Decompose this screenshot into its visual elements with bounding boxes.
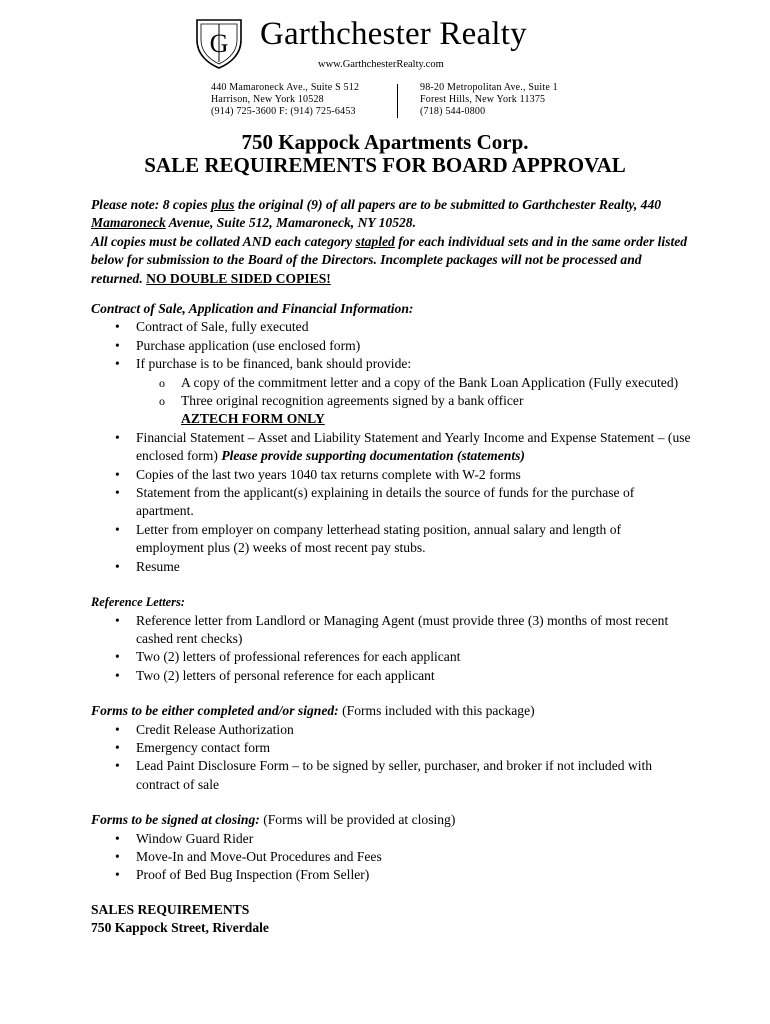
list-item: • Reference letter from Landlord or Managing Agent (must provide three (3) months of most recent cashed rent checks) bbox=[91, 612, 691, 649]
spacer bbox=[91, 685, 691, 702]
note-stapled: stapled bbox=[355, 233, 395, 249]
forms-heading-note: (Forms included with this package) bbox=[338, 703, 535, 719]
address-right-line: Forest Hills, New York 11375 bbox=[420, 94, 546, 105]
brand-name: Garthchester Realty bbox=[260, 16, 527, 52]
spacer bbox=[91, 576, 691, 593]
closing-heading-note: (Forms will be provided at closing) bbox=[259, 812, 456, 828]
shield-crest-icon bbox=[191, 14, 247, 70]
requirements-content bbox=[91, 300, 691, 938]
document-title: 750 Kappock Apartments Corp. bbox=[241, 130, 529, 154]
footer-title: SALES REQUIREMENTS bbox=[91, 901, 250, 917]
section-heading-reference: Reference Letters: bbox=[91, 595, 185, 610]
sub-list-item: o A copy of the commitment letter and a copy of the Bank Loan Application (Fully executed) bbox=[91, 374, 691, 392]
forms-heading-text: Forms to be either completed and/or signed: bbox=[91, 703, 339, 719]
spacer bbox=[91, 885, 691, 901]
address-left-line: Harrison, New York 10528 bbox=[211, 94, 324, 105]
footer-address: 750 Kappock Street, Riverdale bbox=[91, 920, 269, 936]
svg-text:G: G bbox=[209, 29, 229, 58]
note-text: Please note: 8 copies bbox=[91, 197, 212, 212]
section-heading-contract: Contract of Sale, Application and Financial Information: bbox=[91, 301, 414, 316]
note-plus: plus bbox=[211, 197, 235, 212]
note-text: Avenue, Suite 512, Mamaroneck, NY 10528. bbox=[165, 215, 416, 231]
note-text: for each individual sets and in the same order listed below for submission to the Board of the Directors. Incomplete packages will not be processed and returned. bbox=[91, 233, 688, 286]
supporting-docs-note: Please provide supporting documentation (statements) bbox=[221, 448, 525, 464]
aztech-form-note: AZTECH FORM ONLY bbox=[181, 411, 325, 427]
address-left bbox=[211, 82, 359, 118]
list-item: • Copies of the last two years 1040 tax returns complete with W-2 forms bbox=[91, 466, 691, 484]
address-right bbox=[420, 82, 558, 118]
note-mamaroneck: Mamaroneck bbox=[91, 215, 166, 231]
list-item: • Purchase application (use enclosed form) bbox=[91, 337, 691, 355]
list-item: • Window Guard Rider bbox=[91, 830, 691, 848]
list-item: • Lead Paint Disclosure Form – to be signed by seller, purchaser, and broker if not included with contract of sale bbox=[91, 757, 691, 794]
list-item-text: If purchase is to be financed, bank should provide: bbox=[136, 356, 412, 372]
list-item: • Proof of Bed Bug Inspection (From Seller) bbox=[91, 866, 691, 884]
closing-list bbox=[91, 830, 691, 885]
contract-list-continued bbox=[91, 429, 691, 576]
address-right-line: (718) 544-0800 bbox=[420, 106, 486, 117]
list-item bbox=[91, 429, 691, 466]
section-heading-closing bbox=[91, 811, 691, 829]
reference-list bbox=[91, 612, 691, 686]
contract-list bbox=[91, 318, 691, 373]
list-item: • Statement from the applicant(s) explaining in details the source of funds for the purchase of apartment. bbox=[91, 484, 691, 521]
address-left-line: (914) 725-3600 F: (914) 725-6453 bbox=[211, 106, 356, 117]
spacer bbox=[91, 794, 691, 811]
forms-list bbox=[91, 721, 691, 795]
note-text: the original (9) of all papers are to be submitted to Garthchester Realty, 440 bbox=[234, 197, 662, 212]
list-item: • Letter from employer on company letterhead stating position, annual salary and length of employment plus (2) weeks of most recent pay stubs. bbox=[91, 521, 691, 558]
list-item bbox=[91, 355, 691, 373]
list-item: • Two (2) letters of professional references for each applicant bbox=[91, 648, 691, 666]
document-subtitle: SALE REQUIREMENTS FOR BOARD APPROVAL bbox=[144, 153, 626, 177]
list-item: • Emergency contact form bbox=[91, 739, 691, 757]
note-text: All copies must be collated AND each category bbox=[91, 233, 356, 249]
address-right-line: 98-20 Metropolitan Ave., Suite 1 bbox=[420, 82, 558, 93]
list-item: • Resume bbox=[91, 558, 691, 576]
address-left-line: 440 Mamaroneck Ave., Suite S 512 bbox=[211, 82, 360, 93]
address-divider bbox=[397, 84, 398, 118]
note-no-double-sided: NO DOUBLE SIDED COPIES! bbox=[146, 270, 331, 286]
sub-list-item: o Three original recognition agreements signed by a bank officer bbox=[91, 392, 691, 410]
section-heading-forms bbox=[91, 702, 691, 720]
list-item: • Two (2) letters of personal reference for each applicant bbox=[91, 667, 691, 685]
submission-note bbox=[91, 196, 691, 288]
website-link[interactable]: www.GarthchesterRealty.com bbox=[318, 59, 444, 70]
list-item-text: Financial Statement – Asset and Liability Statement and Yearly Income and Expense Statement – (use enclosed form) bbox=[136, 429, 691, 464]
list-item: • Contract of Sale, fully executed bbox=[91, 318, 691, 336]
closing-heading-text: Forms to be signed at closing: bbox=[91, 812, 260, 828]
list-item: • Move-In and Move-Out Procedures and Fees bbox=[91, 848, 691, 866]
bank-sublist bbox=[91, 374, 691, 411]
list-item: • Credit Release Authorization bbox=[91, 721, 691, 739]
